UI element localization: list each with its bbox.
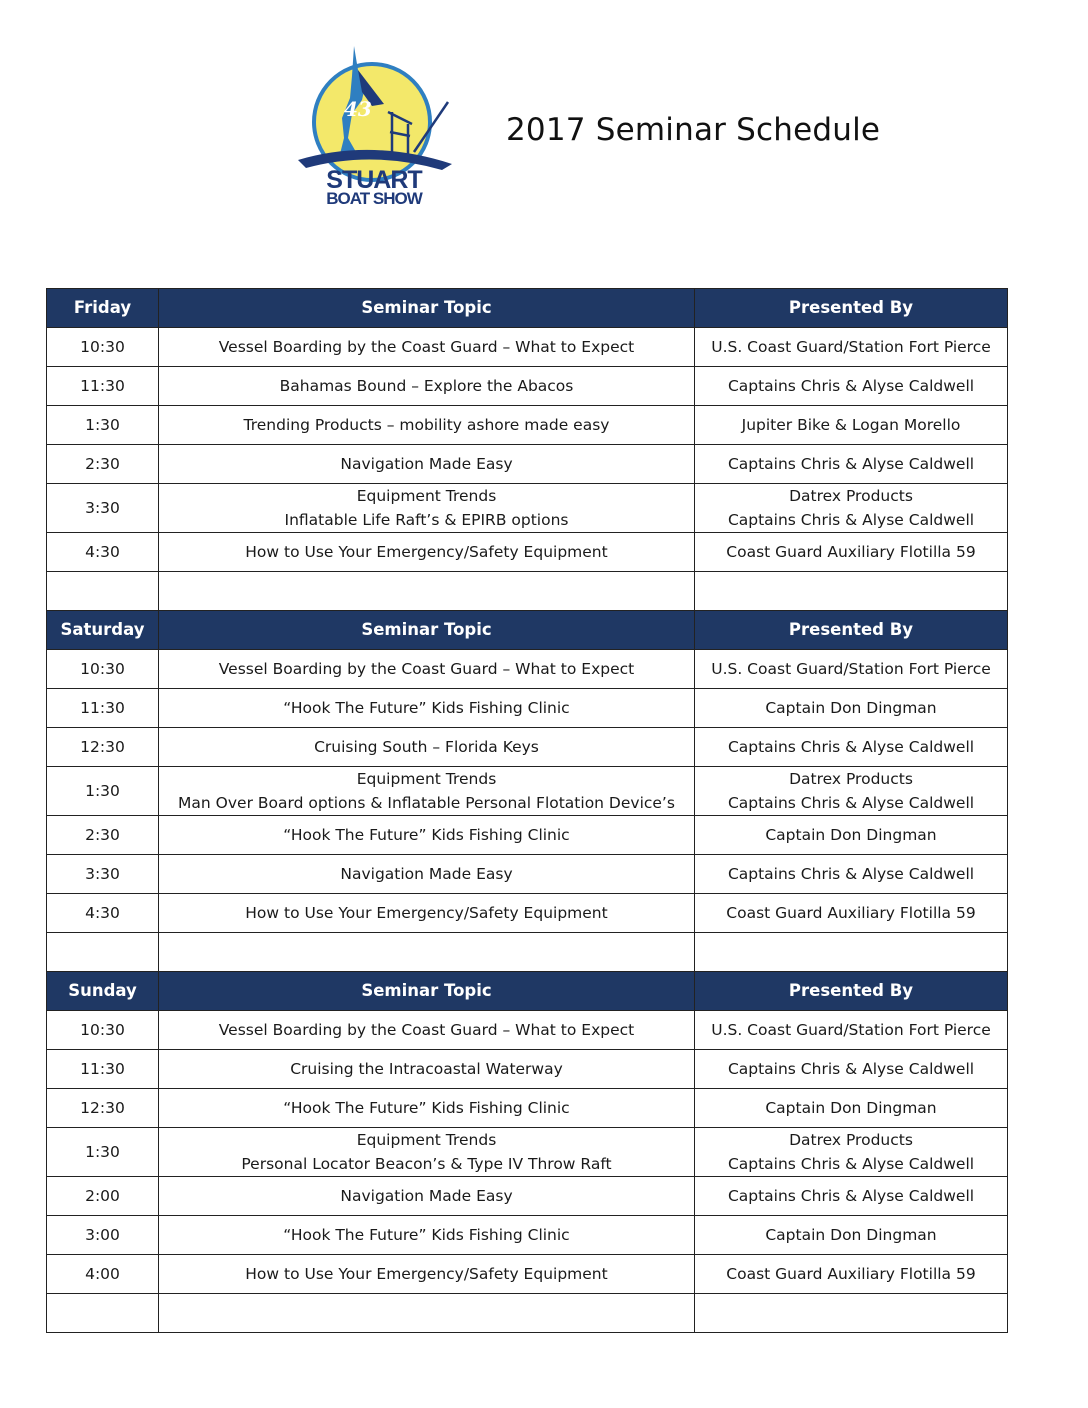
- seminar-presenter-line: Captains Chris & Alyse Caldwell: [727, 1187, 975, 1205]
- seminar-topic-line: “Hook The Future” Kids Fishing Clinic: [283, 826, 570, 844]
- seminar-presenter-line: Jupiter Bike & Logan Morello: [741, 416, 961, 434]
- column-header-presenter: Presented By: [695, 972, 1008, 1011]
- table-row: [47, 855, 1008, 894]
- seminar-time: 1:30: [47, 1128, 159, 1177]
- table-row: [47, 767, 1008, 816]
- seminar-presenter: [695, 855, 1008, 894]
- seminar-topic: [159, 1050, 695, 1089]
- seminar-time: 11:30: [47, 367, 159, 406]
- blank-cell: [47, 933, 159, 972]
- seminar-presenter-line: Coast Guard Auxiliary Flotilla 59: [726, 543, 976, 561]
- seminar-presenter-line: Captains Chris & Alyse Caldwell: [727, 455, 975, 473]
- seminar-presenter: [695, 533, 1008, 572]
- blank-cell: [695, 572, 1008, 611]
- table-row: [47, 894, 1008, 933]
- seminar-presenter: [695, 484, 1008, 533]
- seminar-topic-line: “Hook The Future” Kids Fishing Clinic: [283, 699, 570, 717]
- seminar-presenter: [695, 816, 1008, 855]
- seminar-presenter-line: Datrex Products: [789, 1131, 913, 1149]
- seminar-topic: [159, 484, 695, 533]
- seminar-presenter: [695, 1050, 1008, 1089]
- seminar-presenter-line: U.S. Coast Guard/Station Fort Pierce: [711, 1021, 991, 1039]
- day-header-row: [47, 611, 1008, 650]
- seminar-time: 3:00: [47, 1216, 159, 1255]
- seminar-topic-line: Cruising South – Florida Keys: [314, 738, 539, 756]
- table-row: [47, 1128, 1008, 1177]
- seminar-time: 1:30: [47, 406, 159, 445]
- seminar-presenter: [695, 1216, 1008, 1255]
- seminar-topic-line: “Hook The Future” Kids Fishing Clinic: [283, 1226, 570, 1244]
- seminar-presenter-line: Captains Chris & Alyse Caldwell: [727, 511, 975, 529]
- seminar-topic: [159, 1255, 695, 1294]
- seminar-topic-line: Equipment Trends: [356, 487, 497, 505]
- seminar-presenter: [695, 445, 1008, 484]
- stuart-boat-show-logo: [292, 42, 457, 207]
- seminar-presenter: [695, 328, 1008, 367]
- blank-spacer-row: [47, 1294, 1008, 1333]
- seminar-presenter-line: Captain Don Dingman: [765, 1099, 937, 1117]
- seminar-time: 4:00: [47, 1255, 159, 1294]
- column-header-topic: Seminar Topic: [159, 972, 695, 1011]
- seminar-topic-line: Equipment Trends: [356, 770, 497, 788]
- seminar-topic-line: “Hook The Future” Kids Fishing Clinic: [283, 1099, 570, 1117]
- day-label: Sunday: [47, 972, 159, 1011]
- seminar-presenter: [695, 767, 1008, 816]
- seminar-topic-line: Navigation Made Easy: [340, 455, 513, 473]
- seminar-presenter-line: Datrex Products: [789, 487, 913, 505]
- seminar-topic: [159, 406, 695, 445]
- seminar-time: 2:30: [47, 816, 159, 855]
- table-row: [47, 728, 1008, 767]
- seminar-topic-line: Bahamas Bound – Explore the Abacos: [279, 377, 574, 395]
- logo-text-top: STUART: [326, 166, 422, 194]
- seminar-time: 10:30: [47, 328, 159, 367]
- seminar-presenter-line: Coast Guard Auxiliary Flotilla 59: [726, 904, 976, 922]
- blank-cell: [159, 1294, 695, 1333]
- seminar-topic-line: Cruising the Intracoastal Waterway: [290, 1060, 563, 1078]
- table-row: [47, 533, 1008, 572]
- seminar-topic-line: Navigation Made Easy: [340, 865, 513, 883]
- seminar-topic: [159, 894, 695, 933]
- seminar-presenter-line: Captains Chris & Alyse Caldwell: [727, 1060, 975, 1078]
- day-label: Saturday: [47, 611, 159, 650]
- blank-cell: [159, 933, 695, 972]
- table-row: [47, 1011, 1008, 1050]
- seminar-time: 2:00: [47, 1177, 159, 1216]
- seminar-topic: [159, 855, 695, 894]
- seminar-presenter-line: Captain Don Dingman: [765, 699, 937, 717]
- seminar-topic: [159, 1177, 695, 1216]
- seminar-presenter-line: Coast Guard Auxiliary Flotilla 59: [726, 1265, 976, 1283]
- seminar-presenter-line: Captains Chris & Alyse Caldwell: [727, 738, 975, 756]
- seminar-presenter: [695, 1177, 1008, 1216]
- seminar-time: 11:30: [47, 689, 159, 728]
- seminar-time: 2:30: [47, 445, 159, 484]
- blank-spacer-row: [47, 572, 1008, 611]
- blank-cell: [159, 572, 695, 611]
- seminar-topic-line: Vessel Boarding by the Coast Guard – What to Expect: [218, 660, 635, 678]
- seminar-presenter-line: U.S. Coast Guard/Station Fort Pierce: [711, 338, 991, 356]
- seminar-topic-line: How to Use Your Emergency/Safety Equipment: [245, 1265, 608, 1283]
- seminar-topic: [159, 689, 695, 728]
- logo-text-bottom: BOAT SHOW: [326, 189, 422, 207]
- seminar-presenter: [695, 1089, 1008, 1128]
- seminar-topic-line: Vessel Boarding by the Coast Guard – What to Expect: [218, 338, 635, 356]
- table-row: [47, 484, 1008, 533]
- seminar-presenter-line: Captain Don Dingman: [765, 826, 937, 844]
- table-row: [47, 689, 1008, 728]
- page-title: 2017 Seminar Schedule: [506, 112, 881, 148]
- table-row: [47, 1050, 1008, 1089]
- seminar-presenter: [695, 1011, 1008, 1050]
- seminar-time: 12:30: [47, 1089, 159, 1128]
- blank-spacer-row: [47, 933, 1008, 972]
- seminar-time: 3:30: [47, 484, 159, 533]
- seminar-schedule-table: [46, 288, 1008, 1333]
- seminar-presenter: [695, 406, 1008, 445]
- table-row: [47, 650, 1008, 689]
- table-row: [47, 1177, 1008, 1216]
- column-header-presenter: Presented By: [695, 289, 1008, 328]
- seminar-topic-line: Vessel Boarding by the Coast Guard – What to Expect: [218, 1021, 635, 1039]
- seminar-topic: [159, 767, 695, 816]
- seminar-topic-line: Man Over Board options & Inflatable Personal Flotation Device’s: [178, 794, 675, 812]
- table-row: [47, 367, 1008, 406]
- seminar-time: 10:30: [47, 650, 159, 689]
- day-label: Friday: [47, 289, 159, 328]
- column-header-topic: Seminar Topic: [159, 611, 695, 650]
- day-header-row: [47, 289, 1008, 328]
- seminar-time: 4:30: [47, 894, 159, 933]
- seminar-topic: [159, 1128, 695, 1177]
- seminar-topic-line: Navigation Made Easy: [340, 1187, 513, 1205]
- seminar-topic: [159, 1216, 695, 1255]
- seminar-topic-line: How to Use Your Emergency/Safety Equipment: [245, 543, 608, 561]
- seminar-time: 10:30: [47, 1011, 159, 1050]
- seminar-time: 4:30: [47, 533, 159, 572]
- seminar-topic: [159, 367, 695, 406]
- seminar-topic: [159, 728, 695, 767]
- table-row: [47, 445, 1008, 484]
- blank-cell: [47, 572, 159, 611]
- seminar-topic: [159, 328, 695, 367]
- seminar-topic: [159, 533, 695, 572]
- day-header-row: [47, 972, 1008, 1011]
- seminar-topic-line: Equipment Trends: [356, 1131, 497, 1149]
- table-row: [47, 1089, 1008, 1128]
- blank-cell: [695, 933, 1008, 972]
- seminar-presenter: [695, 650, 1008, 689]
- table-row: [47, 1255, 1008, 1294]
- seminar-topic: [159, 1089, 695, 1128]
- seminar-time: 12:30: [47, 728, 159, 767]
- column-header-topic: Seminar Topic: [159, 289, 695, 328]
- table-row: [47, 406, 1008, 445]
- seminar-presenter: [695, 1255, 1008, 1294]
- seminar-presenter-line: Captains Chris & Alyse Caldwell: [727, 794, 975, 812]
- column-header-presenter: Presented By: [695, 611, 1008, 650]
- table-row: [47, 816, 1008, 855]
- blank-cell: [47, 1294, 159, 1333]
- blank-cell: [695, 1294, 1008, 1333]
- seminar-topic: [159, 650, 695, 689]
- seminar-presenter-line: Captains Chris & Alyse Caldwell: [727, 1155, 975, 1173]
- seminar-presenter-line: Datrex Products: [789, 770, 913, 788]
- seminar-presenter-line: U.S. Coast Guard/Station Fort Pierce: [711, 660, 991, 678]
- seminar-time: 1:30: [47, 767, 159, 816]
- seminar-time: 3:30: [47, 855, 159, 894]
- seminar-topic-line: Inflatable Life Raft’s & EPIRB options: [284, 511, 569, 529]
- seminar-presenter: [695, 894, 1008, 933]
- seminar-time: 11:30: [47, 1050, 159, 1089]
- seminar-topic-line: Personal Locator Beacon’s & Type IV Throw Raft: [241, 1155, 612, 1173]
- seminar-presenter: [695, 689, 1008, 728]
- seminar-topic-line: Trending Products – mobility ashore made easy: [243, 416, 610, 434]
- seminar-topic: [159, 816, 695, 855]
- seminar-presenter: [695, 1128, 1008, 1177]
- seminar-presenter-line: Captains Chris & Alyse Caldwell: [727, 377, 975, 395]
- seminar-presenter-line: Captain Don Dingman: [765, 1226, 937, 1244]
- table-row: [47, 1216, 1008, 1255]
- seminar-presenter-line: Captains Chris & Alyse Caldwell: [727, 865, 975, 883]
- seminar-topic: [159, 445, 695, 484]
- logo-edition: 43: [344, 97, 372, 121]
- seminar-topic-line: How to Use Your Emergency/Safety Equipment: [245, 904, 608, 922]
- seminar-topic: [159, 1011, 695, 1050]
- seminar-presenter: [695, 367, 1008, 406]
- seminar-presenter: [695, 728, 1008, 767]
- table-row: [47, 328, 1008, 367]
